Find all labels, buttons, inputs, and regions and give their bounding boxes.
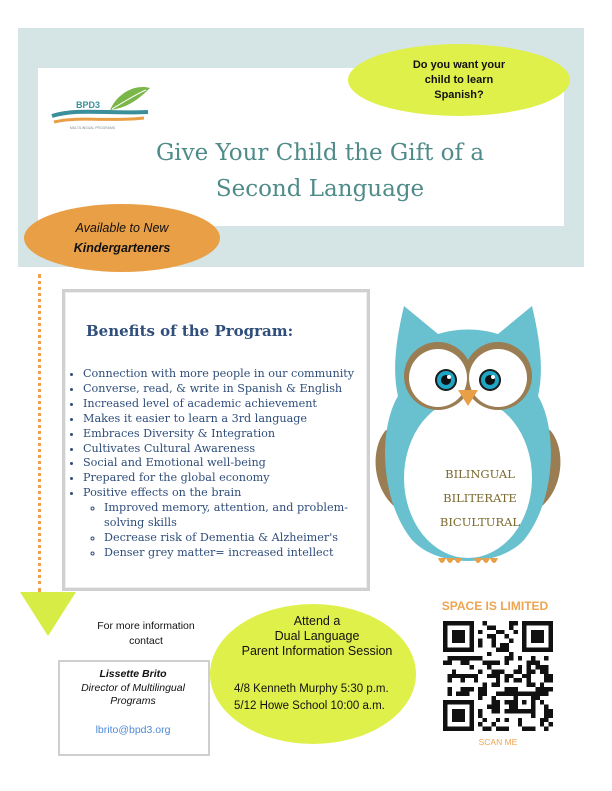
benefits-title: Benefits of the Program:	[86, 322, 294, 340]
more-info-text	[86, 619, 206, 649]
availability-callout	[24, 204, 220, 272]
owl-text-line: BILINGUAL	[445, 467, 515, 481]
availability-line-1: Available to New	[75, 221, 169, 235]
benefits-list	[66, 367, 383, 561]
benefit-item: • Converse, read, & write in Spanish & English	[83, 382, 383, 397]
benefit-item: • Prepared for the global economy	[83, 471, 383, 486]
dotted-connector	[38, 274, 41, 592]
benefit-item: • Embraces Diversity & Integration	[83, 427, 383, 442]
more-info-line-1: For more information	[97, 620, 195, 632]
more-info-line-2: contact	[129, 635, 163, 647]
scan-me-caption: SCAN ME	[478, 737, 518, 747]
title-line-2: Second Language	[215, 176, 425, 202]
owl-text-line: BICULTURAL	[439, 515, 521, 529]
contact-role-line-1: Director of Multilingual	[81, 682, 185, 694]
benefit-item: • Social and Emotional well-being	[83, 456, 383, 471]
benefit-item: • Cultivates Cultural Awareness	[83, 442, 383, 457]
session-heading-line: Parent Information Session	[241, 644, 393, 658]
logo-subtext: MULTILINGUAL PROGRAMS	[70, 126, 116, 130]
bpd3-logo	[48, 82, 158, 132]
title-line-1: Give Your Child the Gift of a	[155, 140, 485, 166]
session-date: 4/8 Kenneth Murphy 5:30 p.m.	[234, 683, 389, 695]
contact-role-line-2: Programs	[110, 695, 156, 707]
session-heading-line: Dual Language	[274, 629, 360, 643]
space-limited-heading: SPACE IS LIMITED	[441, 599, 549, 613]
question-line-1: Do you want your	[412, 58, 506, 71]
benefit-item: • Makes it easier to learn a 3rd language	[83, 412, 383, 427]
benefit-item-label: Positive effects on the brain	[83, 486, 242, 500]
benefit-subitem: ◦ Improved memory, attention, and problem-solving skills	[104, 501, 383, 531]
page-title	[120, 135, 520, 207]
owl-belly-text	[420, 462, 540, 534]
contact-email-link[interactable]: lbrito@bpd3.org	[95, 724, 171, 736]
benefit-subitem: ◦ Denser grey matter= increased intellect	[104, 546, 383, 561]
session-heading-line: Attend a	[293, 614, 341, 628]
benefit-item: • Connection with more people in our community	[83, 367, 383, 382]
logo-text: BPD3	[76, 100, 101, 110]
owl-text-line: BILITERATE	[443, 491, 517, 505]
session-date: 5/12 Howe School 10:00 a.m.	[234, 699, 385, 712]
contact-name: Lissette Brito	[99, 668, 167, 680]
arrow-down-icon	[20, 592, 76, 636]
contact-role	[60, 682, 206, 708]
availability-line-2: Kindergarteners	[73, 241, 171, 255]
benefit-item: • Increased level of academic achievement	[83, 397, 383, 412]
session-heading	[222, 614, 412, 659]
benefit-subitem: ◦ Decrease risk of Dementia & Alzheimer's	[104, 531, 383, 546]
benefit-item-brain	[83, 486, 383, 561]
question-line-3: Spanish?	[434, 88, 484, 101]
qr-code[interactable]	[443, 621, 553, 731]
brain-benefits-sublist	[83, 501, 383, 561]
session-dates	[234, 681, 414, 714]
question-line-2: child to learn	[424, 73, 494, 86]
question-callout	[348, 44, 570, 116]
